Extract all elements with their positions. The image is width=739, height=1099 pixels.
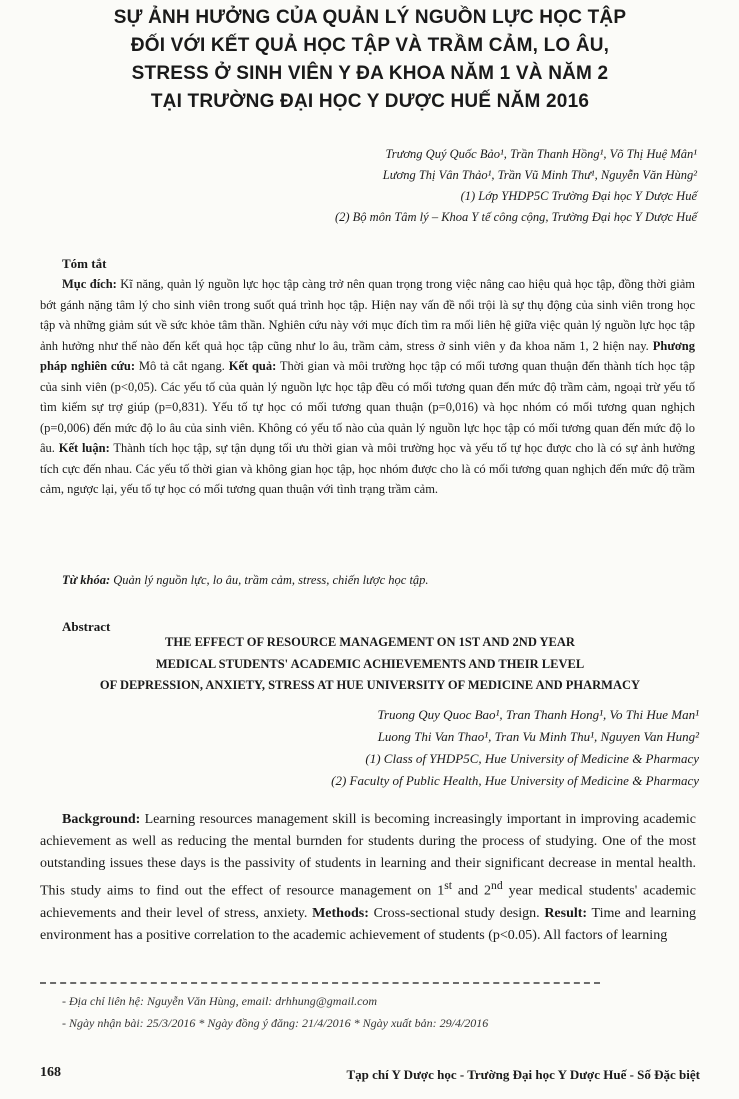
article-title-vi <box>20 4 720 116</box>
authors-vi <box>97 144 697 228</box>
methods-label: Methods: <box>312 905 369 921</box>
title-line: SỰ ẢNH HƯỞNG CỦA QUẢN LÝ NGUỒN LỰC HỌC TẬP <box>113 7 627 28</box>
footnotes <box>62 990 488 1034</box>
conclusion-text: Thành tích học tập, sự tận dụng tối ưu thời gian và môi trường học và yếu tố tự học được cho là có sự ảnh hưởng tích cực đến nhau. Các yếu tố thời gian và không gian học tập, học nhóm được cho là có mối tương quan nghịch đến mức độ trầm cảm, ngược lại, yếu tố tự học có mối tương quan thuận với tình trạng trầm cảm. <box>40 441 695 496</box>
title-line: ĐỐI VỚI KẾT QUẢ HỌC TẬP VÀ TRẦM CẢM, LO ÂU, <box>130 35 610 56</box>
objective-text: Kĩ năng, quản lý nguồn lực học tập càng trở nên quan trọng trong việc nâng cao hiệu quả học tập, đồng thời giảm bớt gánh nặng tâm lý cho sinh viên trong suốt quá trình học tập. Hiện nay vấn đề nổi trội là sự thụ động của sinh viên trong học tập và những giảm sút về sức khỏe tâm thần. Nghiên cứu này với mục đích tìm ra mối liên hệ giữa việc quản lý nguồn lực học tập ảnh hưởng như thế nào đến kết quả học tập cũng như lo âu, trầm cảm, stress ở sinh viên y đa khoa năm 1, 2 hiện nay. <box>40 277 696 353</box>
affiliation-line: (2) Faculty of Public Health, Hue University of Medicine & Pharmacy <box>331 773 699 788</box>
keywords-label: Từ khóa: <box>62 573 111 587</box>
result-label: Result: <box>544 905 588 921</box>
journal-name: Tạp chí Y Dược học - Trường Đại học Y Dược Huế - Số Đặc biệt <box>346 1067 700 1082</box>
author-line: Trương Quý Quốc Bảo¹, Trần Thanh Hồng¹, Võ Thị Huệ Mân¹ <box>385 147 697 161</box>
background-text: year medical students' academic achievements and their level of stress, anxiety. <box>40 883 696 921</box>
author-line: Truong Quy Quoc Bao¹, Tran Thanh Hong¹, Vo Thi Hue Man¹ <box>377 707 699 722</box>
contact-footnote: - Địa chỉ liên hệ: Nguyễn Văn Hùng, email: drhhung@gmail.com <box>62 994 378 1008</box>
summary-paragraph <box>40 274 695 500</box>
dates-footnote: - Ngày nhận bài: 25/3/2016 * Ngày đồng ý đăng: 21/4/2016 * Ngày xuất bản: 29/4/2016 <box>62 1016 489 1030</box>
title-line: STRESS Ở SINH VIÊN Y ĐA KHOA NĂM 1 VÀ NĂM 2 <box>131 63 609 84</box>
abstract-paragraph <box>40 809 696 947</box>
methods-label: Phương pháp nghiên cứu: <box>40 338 696 373</box>
keywords <box>62 573 429 588</box>
title-line: TẠI TRƯỜNG ĐẠI HỌC Y DƯỢC HUẾ NĂM 2016 <box>150 91 590 112</box>
objective-label: Mục đích: <box>62 277 117 291</box>
article-title-en <box>20 632 720 697</box>
title-line: THE EFFECT OF RESOURCE MANAGEMENT ON 1ST AND 2ND YEAR <box>165 635 575 649</box>
authors-en <box>99 704 699 792</box>
title-line: OF DEPRESSION, ANXIETY, STRESS AT HUE UNIVERSITY OF MEDICINE AND PHARMACY <box>99 678 641 692</box>
background-text: Learning resources management skill is becoming increasingly important in improving academic achievement as well as reducing the mental burnden for students during the process of studying. One of the most outstanding issues these days is the passivity of students in learning and their significant decrease in mental health. This study aims to find out the effect of resource management on 1 <box>40 812 696 899</box>
results-text: Thời gian và môi trường học tập có mối tương quan thuận đến thành tích học tập của sinh viên (p<0,05). Các yếu tố của quản lý nguồn lực học tập đều có mối tương quan đến mức độ trầm cảm, ngoại trừ yếu tố tìm kiếm sự trợ giúp (p=0,831). Yếu tố tự học có mối tương quan thuận (p=0,016) và học nhóm có mối tương quan nghịch (p=0,006) đến mức độ lo âu của sinh viên. Không có yếu tố nào của quản lý nguồn lực học tập có mối tương quan đến mức độ lo âu. <box>40 359 695 455</box>
ordinal-suffix: st <box>444 879 452 892</box>
page-number: 168 <box>40 1065 61 1080</box>
summary-heading: Tóm tắt <box>62 256 107 271</box>
title-line: MEDICAL STUDENTS' ACADEMIC ACHIEVEMENTS AND THEIR LEVEL <box>155 656 585 671</box>
methods-text: Mô tả cắt ngang. <box>138 359 225 373</box>
affiliation-line: (1) Lớp YHDP5C Trường Đại học Y Dược Huế <box>460 189 697 203</box>
footnote-divider <box>40 982 600 984</box>
author-line: Lương Thị Vân Thảo¹, Trần Vũ Minh Thư¹, Nguyễn Văn Hùng² <box>382 168 697 182</box>
affiliation-line: (1) Class of YHDP5C, Hue University of Medicine & Pharmacy <box>365 751 699 766</box>
abstract-heading: Abstract <box>62 619 111 634</box>
results-label: Kết quả: <box>228 359 277 373</box>
keywords-text: Quản lý nguồn lực, lo âu, trầm cảm, stress, chiến lược học tập. <box>113 573 429 587</box>
conclusion-label: Kết luận: <box>58 441 110 455</box>
background-label: Background: <box>62 812 141 827</box>
ordinal-suffix: nd <box>491 879 503 892</box>
author-line: Luong Thi Van Thao¹, Tran Vu Minh Thu¹, Nguyen Van Hung² <box>377 729 699 744</box>
methods-text: Cross-sectional study design. <box>373 905 540 921</box>
page-footer <box>40 1065 700 1089</box>
result-text: Time and learning environment has a positive correlation to the academic achievement of students (p<0.05). All factors of learning <box>40 905 697 943</box>
background-text: and 2 <box>452 883 492 899</box>
affiliation-line: (2) Bộ môn Tâm lý – Khoa Y tế công cộng, Trường Đại học Y Dược Huế <box>334 210 697 224</box>
